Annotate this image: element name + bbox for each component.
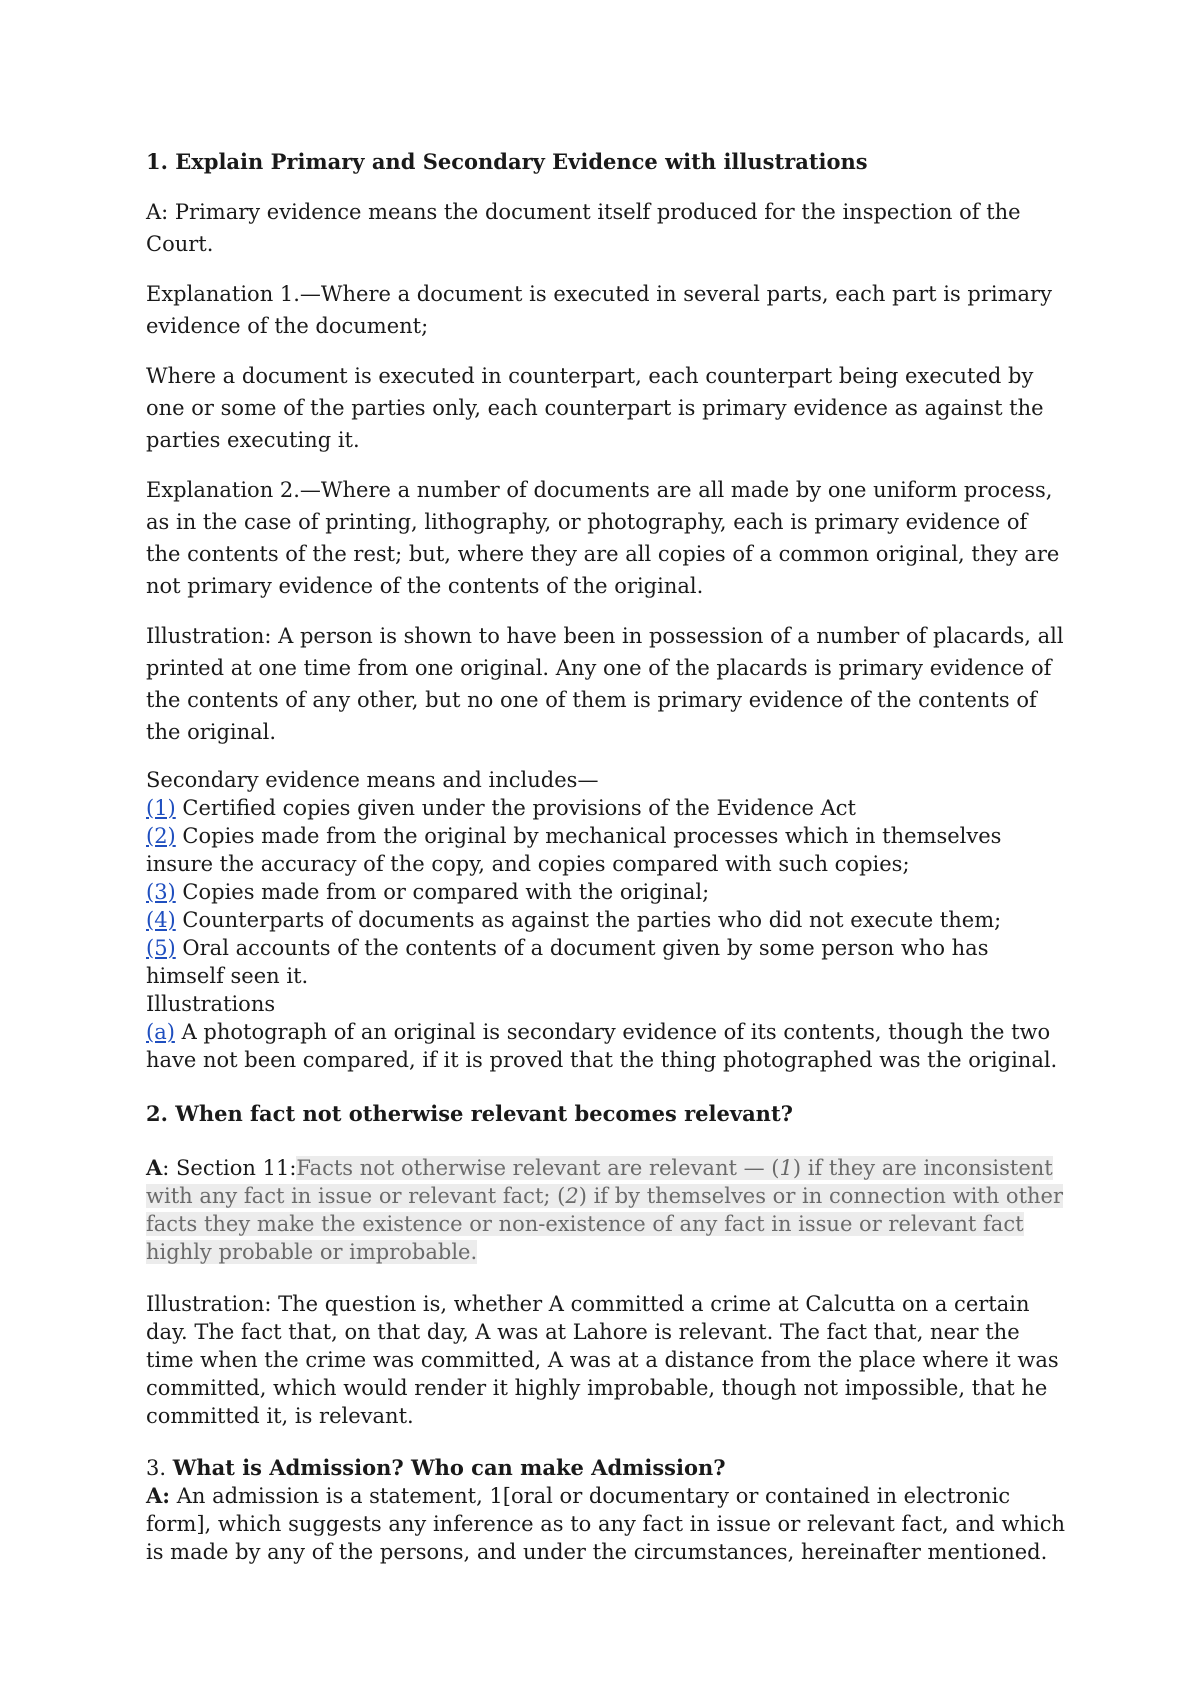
ref-link-4[interactable]: (4) [146,908,176,932]
q2-answer [146,1154,1066,1266]
illustration-a [146,1018,1066,1074]
q1-heading: 1. Explain Primary and Secondary Evidence with illustrations [146,149,868,174]
list-item [146,794,1066,822]
answer-label: A [146,1155,163,1180]
explanation-2: Explanation 2.—Where a number of documents are all made by one uniform process, as in the case of printing, lithography, or photography, each is primary evidence of the contents of the rest; but, where they are all copies of a common original, they are not primary evidence of the contents of the original. [146,478,1060,598]
list-item [146,906,1066,934]
primary-illustration: Illustration: A person is shown to have been in possession of a number of placards, all printed at one time from one original. Any one of the placards is primary evidence of the contents of any other, but no one of them is primary evidence of the contents of the original. [146,624,1064,744]
primary-evidence-definition: A: Primary evidence means the document itself produced for the inspection of the Court. [146,200,1021,256]
section-reference: : Section 11: [162,1156,297,1180]
q3-answer-text: An admission is a statement, 1[oral or documentary or contained in electronic form], which suggests any inference as to any fact in issue or relevant fact, and which is made by any of the persons, and under the circumstances, hereinafter mentioned. [146,1484,1066,1564]
ref-link-3[interactable]: (3) [146,880,176,904]
list-item-text: Copies made from or compared with the original; [175,880,710,904]
ref-link-a[interactable]: (a) [146,1020,175,1044]
explanation-1: Explanation 1.—Where a document is executed in several parts, each part is primary evidence of the document; [146,282,1052,338]
quote-text: ) if they are inconsistent with any fact in issue or relevant fact; ( [146,1156,1053,1208]
counterpart-paragraph: Where a document is executed in counterpart, each counterpart being executed by one or some of the parties only, each counterpart is primary evidence as against the parties executing it. [146,364,1044,452]
list-item-text: Copies made from the original by mechanical processes which in themselves insure the accuracy of the copy, and copies compared with such copies; [146,824,1002,876]
q2-heading: 2. When fact not otherwise relevant becomes relevant? [146,1101,793,1126]
document-page [146,146,1066,1566]
list-item-text: Oral accounts of the contents of a document given by some person who has himself seen it. [146,936,989,988]
ref-link-2[interactable]: (2) [146,824,176,848]
secondary-evidence-intro: Secondary evidence means and includes— [146,768,599,792]
illustrations-label: Illustrations [146,992,276,1016]
secondary-evidence-block [146,766,1066,1074]
quote-text: Facts not otherwise relevant are relevant — ( [296,1156,780,1180]
q3-answer [146,1482,1066,1566]
list-item [146,878,1066,906]
illustration-a-text: A photograph of an original is secondary evidence of its contents, though the two have not been compared, if it is proved that the thing photographed was the original. [146,1020,1058,1072]
q3-number: 3. [146,1456,173,1480]
quote-number: 2 [565,1184,579,1208]
list-item-text: Certified copies given under the provisions of the Evidence Act [175,796,856,820]
q3-heading [146,1454,1066,1482]
q3-title: What is Admission? Who can make Admission? [172,1455,726,1480]
ref-link-1[interactable]: (1) [146,796,176,820]
ref-link-5[interactable]: (5) [146,936,176,960]
list-item-text: Counterparts of documents as against the parties who did not execute them; [175,908,1002,932]
quote-text: ) if by themselves or in connection with other facts they make the existence or non-existence of any fact in issue or relevant fact highly probable or improbable. [146,1184,1064,1264]
quote-number: 1 [779,1156,793,1180]
answer-label: A: [146,1483,171,1508]
q2-illustration: Illustration: The question is, whether A committed a crime at Calcutta on a certain day. The fact that, on that day, A was at Lahore is relevant. The fact that, near the time when the crime was committed, A was at a distance from the place where it was committed, which would render it highly improbable, though not impossible, that he committed it, is relevant. [146,1292,1059,1428]
list-item [146,934,1066,990]
list-item [146,822,1066,878]
